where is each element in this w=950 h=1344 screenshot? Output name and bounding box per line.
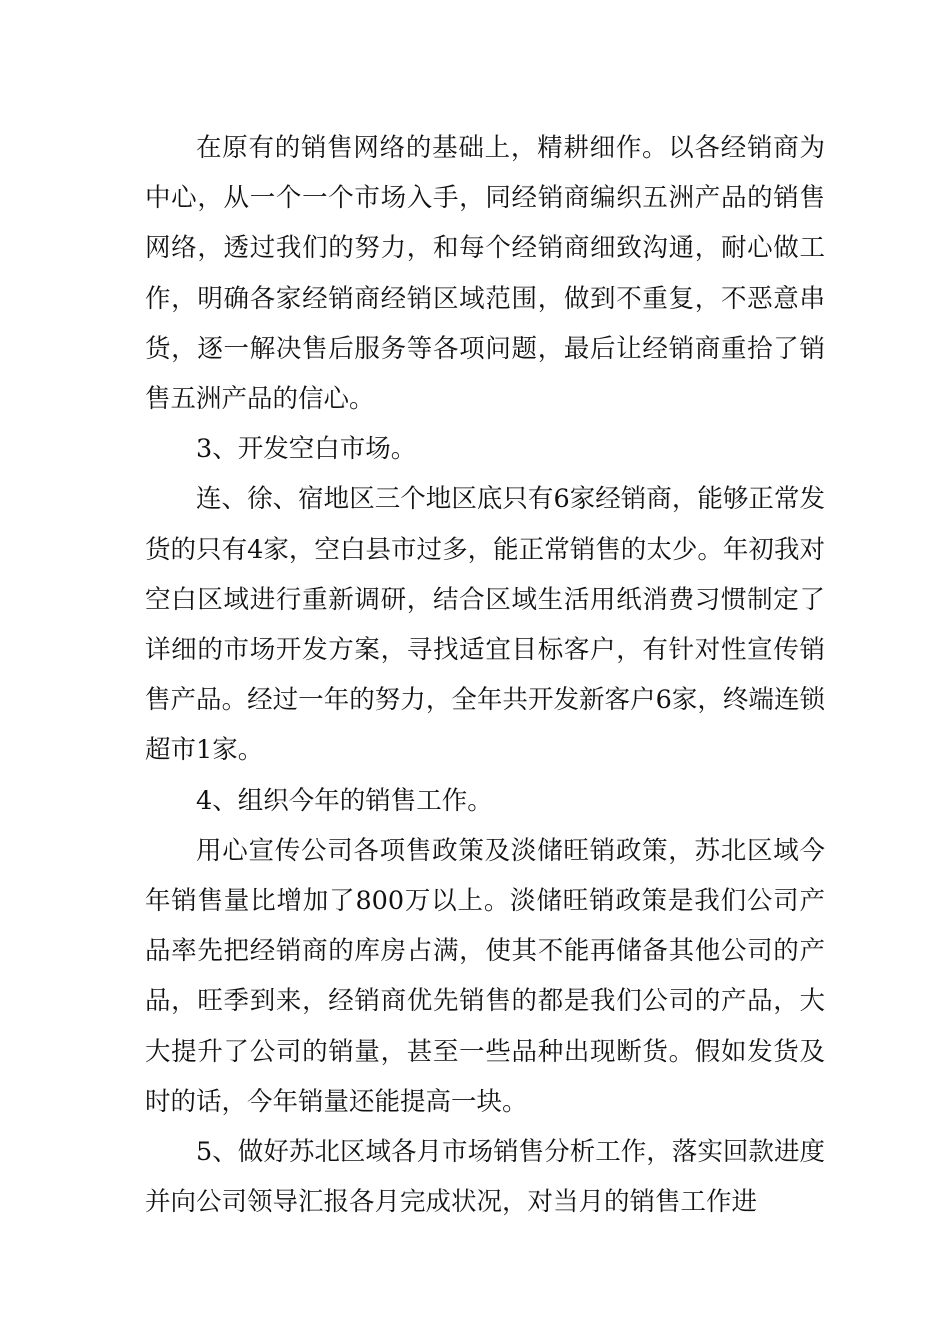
paragraph-sales-policy: 用心宣传公司各项售政策及淡储旺销政策，苏北区域今年销售量比增加了800万以上。淡储旺销政策是我们公司产品率先把经销商的库房占满，使其不能再储备其他公司的产品，旺季到来，经销商优先销售的都是我们公司的产品，大大提升了公司的销量，甚至一些品种出现断货。假如发货及时的话，今年销量还能提高一块。 bbox=[145, 835, 825, 1117]
heading-develop-blank-market: 3、开发空白市场。 bbox=[196, 434, 417, 465]
document-page bbox=[145, 123, 825, 1227]
paragraph-network-building: 在原有的销售网络的基础上，精耕细作。以各经销商为中心，从一个一个市场入手，同经销商编织五洲产品的销售网络，透过我们的努力，和每个经销商细致沟通，耐心做工作，明确各家经销商经销区域范围，做到不重复，不恶意串货，逐一解决售后服务等各项问题，最后让经销商重拾了销售五洲产品的信心。 bbox=[145, 133, 825, 415]
heading-organize-sales: 4、组织今年的销售工作。 bbox=[196, 785, 493, 816]
paragraph-blank-market: 连、徐、宿地区三个地区底只有6家经销商，能够正常发货的只有4家，空白县市过多，能正常销售的太少。年初我对空白区域进行重新调研，结合区域生活用纸消费习惯制定了详细的市场开发方案，寻找适宜目标客户，有针对性宣传销售产品。经过一年的努力，全年共开发新客户6家，终端连锁超市1家。 bbox=[145, 484, 825, 766]
paragraph-monthly-analysis: 5、做好苏北区域各月市场销售分析工作，落实回款进度并向公司领导汇报各月完成状况，对当月的销售工作进 bbox=[145, 1137, 825, 1218]
